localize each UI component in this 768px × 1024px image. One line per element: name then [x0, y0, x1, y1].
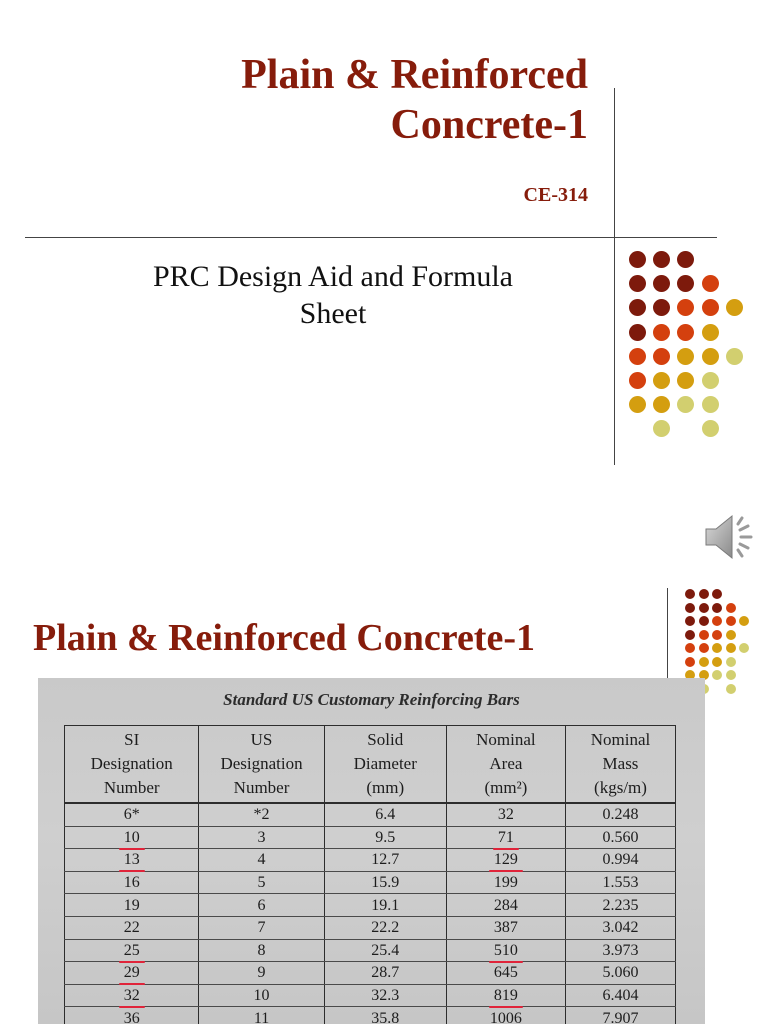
cell-value: 3.973: [602, 941, 639, 959]
cell-value: *2: [253, 806, 270, 824]
table-cell: [199, 803, 324, 826]
table-cell: [65, 1007, 199, 1024]
red-underlined-value: 71: [497, 828, 514, 846]
slide2-title: Plain & Reinforced Concrete-1: [33, 617, 535, 659]
slide1-title-line1: Plain & Reinforced: [241, 52, 588, 98]
table-cell: [324, 894, 446, 917]
cell-value: 11: [253, 1009, 270, 1024]
table-header-cell: [446, 726, 565, 804]
decorative-dot: [653, 275, 670, 292]
red-underlined-value: 29: [123, 964, 140, 982]
slide1-title: [241, 50, 588, 150]
rebar-table-photo: [38, 678, 705, 1024]
table-header-line: Number: [103, 778, 160, 797]
decorative-dot: [677, 396, 694, 413]
table-cell: [565, 1007, 675, 1024]
table-cell: [446, 894, 565, 917]
decorative-dot: [653, 299, 670, 316]
slide1-subtitle-line1: PRC Design Aid and Formula: [152, 260, 513, 293]
cell-value: 5.060: [602, 964, 639, 982]
cell-value: 0.994: [602, 851, 639, 869]
decorative-dot: [629, 275, 646, 292]
table-cell: [199, 871, 324, 894]
decorative-dot: [629, 324, 646, 341]
slide1-subtitle: [100, 258, 566, 332]
decorative-dot-small: [685, 630, 695, 640]
cell-value: 199: [493, 874, 518, 892]
decorative-dot: [629, 299, 646, 316]
cell-value: 1.553: [602, 874, 639, 892]
table-cell: [565, 939, 675, 962]
table-cell: [199, 962, 324, 985]
decorative-dot-small: [699, 630, 709, 640]
slide1-title-line2: Concrete-1: [390, 102, 588, 148]
cell-value: 7: [257, 919, 266, 937]
cell-value: 16: [123, 874, 140, 892]
table-header-line: (mm): [366, 778, 405, 797]
table-header-cell: [324, 726, 446, 804]
table-cell: [199, 939, 324, 962]
decorative-dot: [677, 324, 694, 341]
cell-value: 5: [257, 874, 266, 892]
table-header-line: Solid: [367, 730, 404, 749]
table-row: [65, 962, 676, 985]
decorative-dot: [629, 348, 646, 365]
horizontal-divider: [25, 237, 717, 238]
table-cell: [446, 962, 565, 985]
cell-value: 10: [253, 987, 270, 1005]
decorative-dot-small: [699, 603, 709, 613]
table-header-line: Designation: [90, 754, 173, 773]
decorative-dot-small: [699, 643, 709, 653]
table-cell: [324, 939, 446, 962]
cell-value: 19: [123, 896, 140, 914]
cell-value: 6.4: [375, 806, 396, 824]
cell-value: 6*: [123, 806, 140, 824]
decorative-dot-small: [739, 616, 749, 626]
table-row: [65, 849, 676, 872]
decorative-dot-small: [726, 616, 736, 626]
decorative-dot: [653, 372, 670, 389]
table-header-line: Mass: [602, 754, 639, 773]
decorative-dot: [653, 396, 670, 413]
decorative-dot: [629, 372, 646, 389]
table-cell: [446, 916, 565, 939]
table-row: [65, 939, 676, 962]
table-header-line: Area: [489, 754, 523, 773]
decorative-dot-small: [699, 616, 709, 626]
decorative-dot: [653, 348, 670, 365]
table-cell: [446, 871, 565, 894]
table-cell: [199, 894, 324, 917]
table-cell: [324, 984, 446, 1007]
decorative-dot-small: [685, 589, 695, 599]
cell-value: 9.5: [375, 828, 396, 846]
cell-value: 3.042: [602, 919, 639, 937]
table-cell: [565, 871, 675, 894]
red-underlined-value: 25: [123, 941, 140, 959]
speaker-icon[interactable]: [702, 511, 758, 563]
cell-value: 6: [257, 896, 266, 914]
decorative-dot: [702, 396, 719, 413]
decorative-dot-small: [726, 657, 736, 667]
decorative-dot-small: [712, 630, 722, 640]
decorative-dot: [653, 251, 670, 268]
table-cell: [324, 871, 446, 894]
slide1-subtitle-line2: Sheet: [299, 297, 367, 330]
table-cell: [446, 1007, 565, 1024]
table-cell: [565, 849, 675, 872]
table-cell: [324, 826, 446, 849]
decorative-dot: [702, 299, 719, 316]
decorative-dot: [677, 299, 694, 316]
cell-value: 9: [257, 964, 266, 982]
table-cell: [324, 962, 446, 985]
decorative-dot: [702, 324, 719, 341]
decorative-dot-small: [712, 616, 722, 626]
cell-value: 12.7: [371, 851, 400, 869]
table-row: [65, 826, 676, 849]
decorative-dot: [702, 372, 719, 389]
table-title: Standard US Customary Reinforcing Bars: [223, 690, 520, 709]
red-underlined-value: 510: [493, 941, 518, 959]
red-underlined-value: 32: [123, 987, 140, 1005]
table-row: [65, 871, 676, 894]
table-header-row: [65, 726, 676, 804]
cell-value: 645: [493, 964, 518, 982]
table-cell: [65, 962, 199, 985]
table-cell: [565, 916, 675, 939]
table-cell: [565, 826, 675, 849]
cell-value: 32: [497, 806, 514, 824]
decorative-dot-small: [726, 630, 736, 640]
decorative-dot-small: [685, 603, 695, 613]
decorative-dot: [677, 275, 694, 292]
table-cell: [446, 826, 565, 849]
decorative-dot: [677, 348, 694, 365]
table-header-line: (mm²): [484, 778, 528, 797]
cell-value: 32.3: [371, 987, 400, 1005]
table-row: [65, 894, 676, 917]
cell-value: 0.560: [602, 828, 639, 846]
decorative-dot-small: [712, 657, 722, 667]
table-cell: [446, 984, 565, 1007]
red-underlined-value: 129: [493, 851, 518, 869]
cell-value: 35.8: [371, 1009, 400, 1024]
table-row: [65, 1007, 676, 1024]
table-cell: [65, 984, 199, 1007]
decorative-dot: [726, 299, 743, 316]
table-header-cell: [565, 726, 675, 804]
table-header-line: Number: [233, 778, 290, 797]
red-underlined-value: 10: [123, 828, 140, 846]
decorative-dot: [702, 348, 719, 365]
cell-value: 22: [123, 919, 140, 937]
table-row: [65, 916, 676, 939]
table-cell: [65, 803, 199, 826]
cell-value: 15.9: [371, 874, 400, 892]
table-header-line: Diameter: [353, 754, 417, 773]
cell-value: 387: [493, 919, 518, 937]
cell-value: 6.404: [602, 987, 639, 1005]
vertical-divider: [614, 88, 615, 465]
table-cell: [446, 849, 565, 872]
cell-value: 8: [257, 941, 266, 959]
course-code: CE-314: [523, 184, 588, 206]
red-underlined-value: 819: [493, 987, 518, 1005]
decorative-dot-small: [685, 616, 695, 626]
decorative-dot: [629, 396, 646, 413]
cell-value: 4: [257, 851, 266, 869]
decorative-dot: [677, 372, 694, 389]
decorative-dot: [653, 324, 670, 341]
decorative-dot-small: [712, 603, 722, 613]
table-cell: [565, 984, 675, 1007]
table-cell: [65, 894, 199, 917]
table-cell: [565, 803, 675, 826]
cell-value: 36: [123, 1009, 140, 1024]
table-cell: [199, 984, 324, 1007]
table-cell: [65, 916, 199, 939]
decorative-dot: [726, 348, 743, 365]
table-cell: [565, 894, 675, 917]
cell-value: 2.235: [602, 896, 639, 914]
cell-value: 284: [493, 896, 518, 914]
decorative-dot: [702, 420, 719, 437]
decorative-dot-small: [699, 589, 709, 599]
table-cell: [446, 803, 565, 826]
cell-value: 1006: [489, 1009, 522, 1024]
decorative-dot-small: [726, 670, 736, 680]
table-cell: [199, 849, 324, 872]
decorative-dot: [653, 420, 670, 437]
table-cell: [565, 962, 675, 985]
rebar-table: [64, 725, 676, 1024]
table-header-line: Nominal: [476, 730, 536, 749]
decorative-dot-small: [739, 643, 749, 653]
table-header-cell: [199, 726, 324, 804]
table-row: [65, 984, 676, 1007]
decorative-dot-small: [699, 657, 709, 667]
cell-value: 22.2: [371, 919, 400, 937]
decorative-dot: [702, 275, 719, 292]
table-body: [65, 803, 676, 1024]
decorative-dot-small: [726, 643, 736, 653]
table-cell: [65, 939, 199, 962]
table-header-line: Designation: [220, 754, 303, 773]
cell-value: 25.4: [371, 941, 400, 959]
table-cell: [65, 871, 199, 894]
table-header-line: SI: [124, 730, 140, 749]
table-cell: [324, 849, 446, 872]
table-cell: [65, 849, 199, 872]
table-header-line: Nominal: [590, 730, 651, 749]
table-header-line: (kgs/m): [594, 778, 647, 797]
slide2-vertical-divider: [667, 588, 668, 688]
decorative-dot: [677, 251, 694, 268]
cell-value: 3: [257, 828, 266, 846]
decorative-dot-small: [685, 657, 695, 667]
table-cell: [199, 916, 324, 939]
table-cell: [324, 803, 446, 826]
decorative-dot-small: [712, 670, 722, 680]
table-cell: [446, 939, 565, 962]
decorative-dot-small: [712, 643, 722, 653]
table-row: [65, 803, 676, 826]
decorative-dot-small: [726, 603, 736, 613]
cell-value: 19.1: [371, 896, 400, 914]
table-header-cell: [65, 726, 199, 804]
cell-value: 7.907: [602, 1009, 639, 1024]
table-header-line: US: [250, 730, 273, 749]
decorative-dot: [629, 251, 646, 268]
table-cell: [324, 916, 446, 939]
table-cell: [199, 826, 324, 849]
cell-value: 0.248: [602, 806, 639, 824]
table-cell: [65, 826, 199, 849]
cell-value: 28.7: [371, 964, 400, 982]
table-cell: [324, 1007, 446, 1024]
decorative-dot-small: [712, 589, 722, 599]
decorative-dot-small: [685, 643, 695, 653]
red-underlined-value: 13: [123, 851, 140, 869]
table-cell: [199, 1007, 324, 1024]
decorative-dot-small: [726, 684, 736, 694]
